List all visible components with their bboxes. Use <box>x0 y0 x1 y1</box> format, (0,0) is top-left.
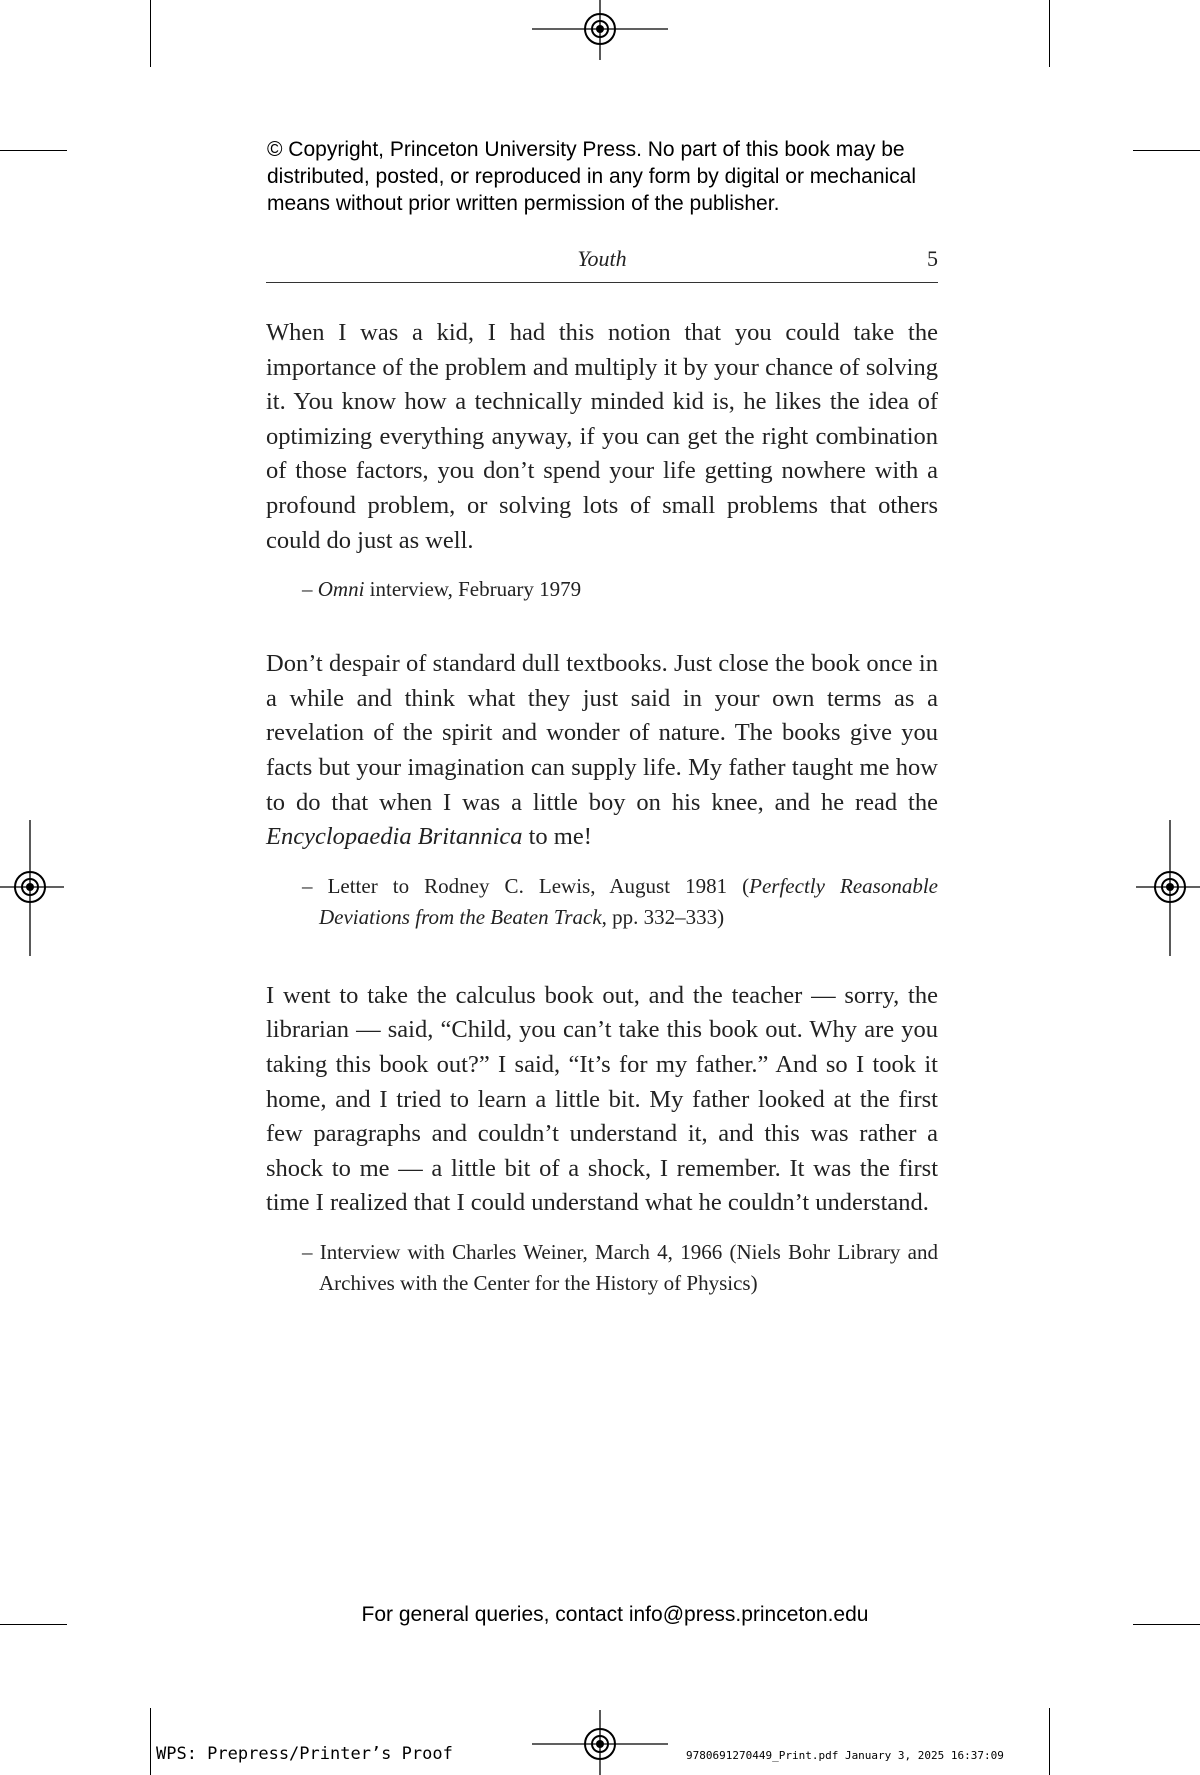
quote-source <box>266 871 938 933</box>
proof-label: WPS: Prepress/Printer’s Proof <box>156 1744 453 1764</box>
source-end: , pp. 332–333) <box>601 904 725 929</box>
registration-target-icon <box>532 0 668 60</box>
chapter-title: Youth <box>577 246 627 271</box>
quote-text <box>266 647 938 855</box>
file-info: 9780691270449_Print.pdf January 3, 2025 16:37:09 <box>686 1749 1004 1762</box>
source-rest: interview, February 1979 <box>364 577 582 602</box>
registration-target-icon <box>1136 820 1200 956</box>
crop-mark <box>1133 150 1200 151</box>
registration-target-icon <box>532 1710 668 1775</box>
copyright-line: © Copyright, Princeton University Press. No part of this book may be <box>267 138 905 161</box>
crop-mark <box>150 1708 151 1775</box>
copyright-line: distributed, posted, or reproduced in any form by digital or mechanical <box>267 165 917 188</box>
registration-target-icon <box>0 820 64 956</box>
quote-text-italic: Encyclopaedia Britannica <box>266 823 523 851</box>
quote-text: When I was a kid, I had this notion that you could take the importance of the problem and multiply it by your chance of solving it. You know how a technically minded kid is, he likes the idea of optimizing everything anyway, if you can get the right combination of those factors, you don’t spend your life getting nowhere with a profound problem, or solving lots of small problems that others could do just as well. <box>266 319 938 554</box>
crop-mark <box>0 150 67 151</box>
crop-mark <box>150 0 151 67</box>
quote-text-end: to me! <box>522 823 592 851</box>
source-start: – Letter to Rodney C. Lewis, August 1981 ( <box>302 873 750 898</box>
copyright-line: means without prior written permission of the publisher. <box>267 192 780 215</box>
general-queries-footer: For general queries, contact info@press.princeton.edu <box>361 1603 869 1626</box>
crop-mark <box>1049 1708 1050 1775</box>
source-italic: Omni <box>317 577 365 602</box>
page-number: 5 <box>927 246 938 271</box>
quote-source: – Interview with Charles Weiner, March 4, 1966 (Niels Bohr Library and Archives with the Center for the History of Physics) <box>302 1239 938 1295</box>
source-italic: Perfectly Reasonable Deviations from the Beaten Track <box>319 873 938 929</box>
quote-text: I went to take the calculus book out, and the teacher — sorry, the librarian — said, “Child, you can’t take this book out. Why are you taking this book out?” I said, “It’s for my father.” And so I took it home, and I tried to learn a little bit. My father looked at the first few paragraphs and couldn’t understand it, and this was rather a shock to me — a little bit of a shock, I remember. It was the first time I realized that I could understand what he couldn’t understand. <box>266 981 938 1217</box>
copyright-notice <box>267 136 987 217</box>
crop-mark <box>1049 0 1050 67</box>
quote-source <box>266 574 938 605</box>
running-head <box>266 246 938 283</box>
page-body <box>266 316 938 1299</box>
quote-text-main: Don’t despair of standard dull textbooks. Just close the book once in a while and think what they just said in your own terms as a revelation of the spirit and wonder of nature. The books give you facts but your imagination can supply life. My father taught me how to do that when I was a little boy on his knee, and he read the <box>266 650 938 816</box>
source-dash: – <box>302 577 318 602</box>
